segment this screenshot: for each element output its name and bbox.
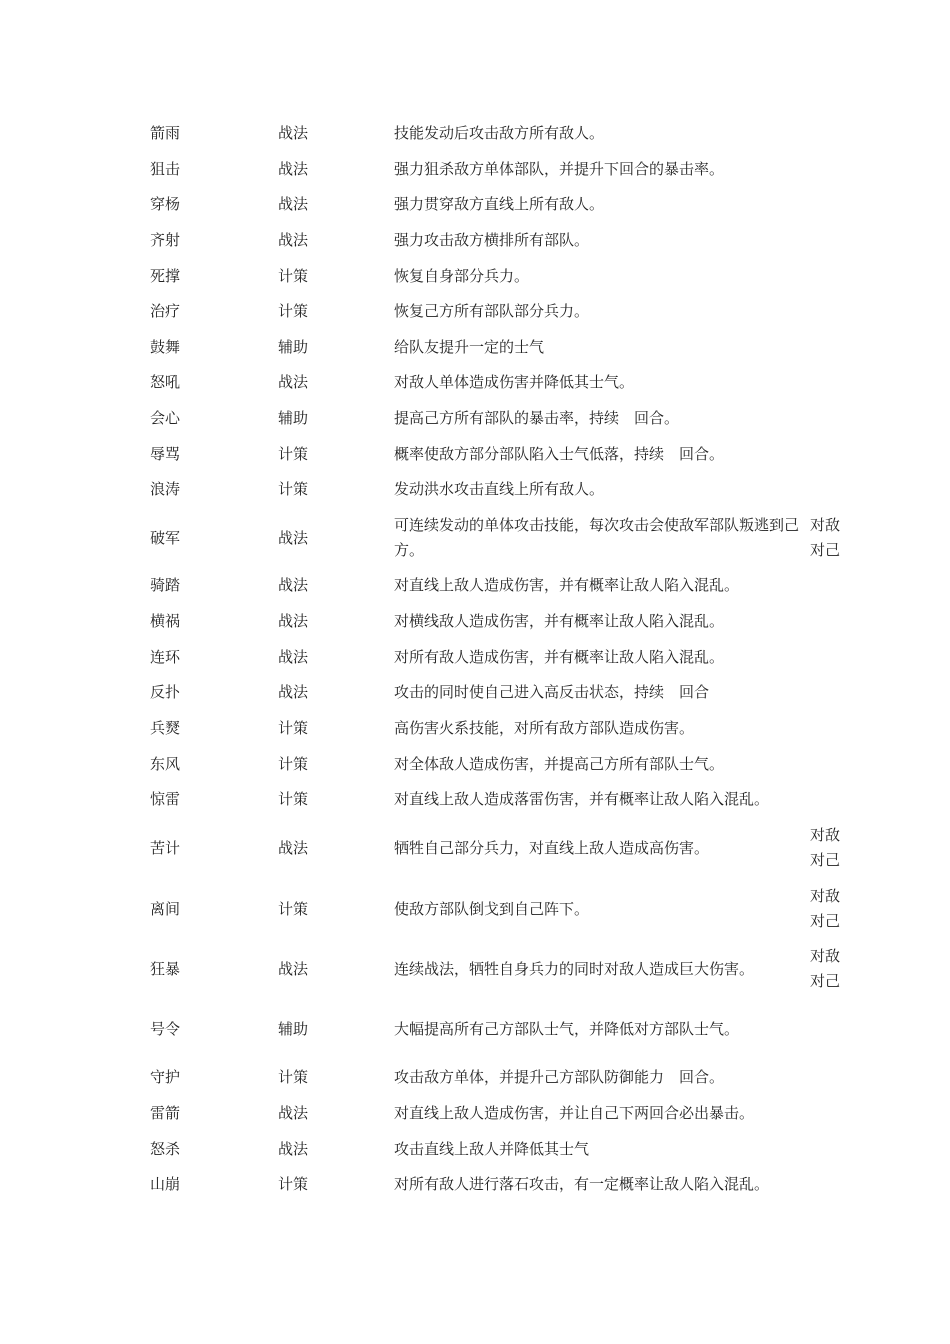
skill-type: 战法	[278, 683, 309, 701]
skill-name: 死撑	[150, 267, 181, 285]
skill-description: 强力攻击敌方横排所有部队。	[394, 231, 590, 249]
skill-name: 山崩	[150, 1175, 181, 1193]
skill-type: 计策	[278, 790, 309, 808]
skill-description: 高伤害火系技能，对所有敌方部队造成伤害。	[394, 719, 695, 737]
skill-type: 计策	[278, 480, 309, 498]
skill-type: 战法	[278, 612, 309, 630]
skill-type: 辅助	[278, 409, 309, 427]
target-self: 对己	[810, 851, 841, 869]
skill-name: 离间	[150, 900, 181, 918]
target-enemy: 对敌	[810, 887, 841, 905]
skill-type: 战法	[278, 648, 309, 666]
skill-description: 提高己方所有部队的暴击率，持续 回合。	[394, 409, 680, 427]
skill-type: 计策	[278, 302, 309, 320]
skill-type: 计策	[278, 900, 309, 918]
skill-name: 浪涛	[150, 480, 181, 498]
skill-target	[810, 823, 850, 873]
skill-name: 会心	[150, 409, 181, 427]
skill-description: 对直线上敌人造成伤害，并有概率让敌人陷入混乱。	[394, 576, 740, 594]
target-enemy: 对敌	[810, 516, 841, 534]
skill-name: 骑踏	[150, 576, 181, 594]
skill-description: 牺牲自己部分兵力，对直线上敌人造成高伤害。	[394, 839, 710, 857]
skill-type: 战法	[278, 124, 309, 142]
skill-name: 兵燹	[150, 719, 181, 737]
skill-description: 强力狙杀敌方单体部队，并提升下回合的暴击率。	[394, 160, 725, 178]
skill-type: 计策	[278, 267, 309, 285]
skill-type: 计策	[278, 1068, 309, 1086]
skill-name: 箭雨	[150, 124, 181, 142]
skill-name: 鼓舞	[150, 338, 181, 356]
target-enemy: 对敌	[810, 947, 841, 965]
target-self: 对己	[810, 541, 841, 559]
target-self: 对己	[810, 972, 841, 990]
skill-description: 对直线上敌人造成伤害，并让自己下两回合必出暴击。	[394, 1104, 755, 1122]
skill-type: 战法	[278, 1104, 309, 1122]
skill-type: 战法	[278, 373, 309, 391]
skill-type: 战法	[278, 576, 309, 594]
skill-name: 连环	[150, 648, 181, 666]
skill-name: 辱骂	[150, 445, 181, 463]
skill-type: 战法	[278, 839, 309, 857]
skill-name: 破军	[150, 529, 181, 547]
skill-target	[810, 884, 850, 934]
skill-description: 恢复己方所有部队部分兵力。	[394, 302, 590, 320]
skill-name: 号令	[150, 1020, 181, 1038]
skill-description: 连续战法，牺牲自身兵力的同时对敌人造成巨大伤害。	[394, 960, 755, 978]
skill-description: 对所有敌人造成伤害，并有概率让敌人陷入混乱。	[394, 648, 725, 666]
skill-description: 给队友提升一定的士气	[394, 338, 545, 356]
skill-type: 战法	[278, 529, 309, 547]
skill-name: 惊雷	[150, 790, 181, 808]
skill-description: 使敌方部队倒戈到自己阵下。	[394, 900, 590, 918]
skill-type: 战法	[278, 231, 309, 249]
skill-type: 战法	[278, 195, 309, 213]
skill-name: 东风	[150, 755, 181, 773]
skill-type: 计策	[278, 1175, 309, 1193]
target-enemy: 对敌	[810, 826, 841, 844]
skill-type: 计策	[278, 445, 309, 463]
skill-name: 守护	[150, 1068, 181, 1086]
skill-name: 反扑	[150, 683, 181, 701]
skill-type: 辅助	[278, 338, 309, 356]
skill-name: 横祸	[150, 612, 181, 630]
skill-name: 穿杨	[150, 195, 181, 213]
skill-target	[810, 944, 850, 994]
skill-description: 发动洪水攻击直线上所有敌人。	[394, 480, 605, 498]
skill-description: 对所有敌人进行落石攻击，有一定概率让敌人陷入混乱。	[394, 1175, 770, 1193]
skill-description: 大幅提高所有己方部队士气，并降低对方部队士气。	[394, 1020, 740, 1038]
skill-name: 怒吼	[150, 373, 181, 391]
skill-description: 可连续发动的单体攻击技能，每次攻击会使敌军部队叛逃到己方。	[394, 516, 800, 559]
skill-name: 齐射	[150, 231, 181, 249]
skill-name: 治疗	[150, 302, 181, 320]
skill-name: 狙击	[150, 160, 181, 178]
target-self: 对己	[810, 912, 841, 930]
skill-target	[810, 513, 850, 563]
skill-name: 怒杀	[150, 1140, 181, 1158]
skill-description: 恢复自身部分兵力。	[394, 267, 530, 285]
skill-description: 对敌人单体造成伤害并降低其士气。	[394, 373, 635, 391]
skill-description: 对直线上敌人造成落雷伤害，并有概率让敌人陷入混乱。	[394, 790, 770, 808]
skill-type: 计策	[278, 755, 309, 773]
skill-description: 强力贯穿敌方直线上所有敌人。	[394, 195, 605, 213]
skill-type: 战法	[278, 960, 309, 978]
skill-description: 对横线敌人造成伤害，并有概率让敌人陷入混乱。	[394, 612, 725, 630]
skill-type: 战法	[278, 1140, 309, 1158]
skill-description: 技能发动后攻击敌方所有敌人。	[394, 124, 605, 142]
skill-description: 攻击的同时使自己进入高反击状态，持续 回合	[394, 683, 710, 701]
skill-type: 辅助	[278, 1020, 309, 1038]
skill-description: 攻击敌方单体，并提升己方部队防御能力 回合。	[394, 1068, 725, 1086]
skill-description: 概率使敌方部分部队陷入士气低落，持续 回合。	[394, 445, 725, 463]
skill-name: 苦计	[150, 839, 181, 857]
skill-description: 对全体敌人造成伤害，并提高己方所有部队士气。	[394, 755, 725, 773]
skill-type: 计策	[278, 719, 309, 737]
skill-description: 攻击直线上敌人并降低其士气	[394, 1140, 590, 1158]
skill-type: 战法	[278, 160, 309, 178]
skill-name: 狂暴	[150, 960, 181, 978]
skill-name: 雷箭	[150, 1104, 181, 1122]
